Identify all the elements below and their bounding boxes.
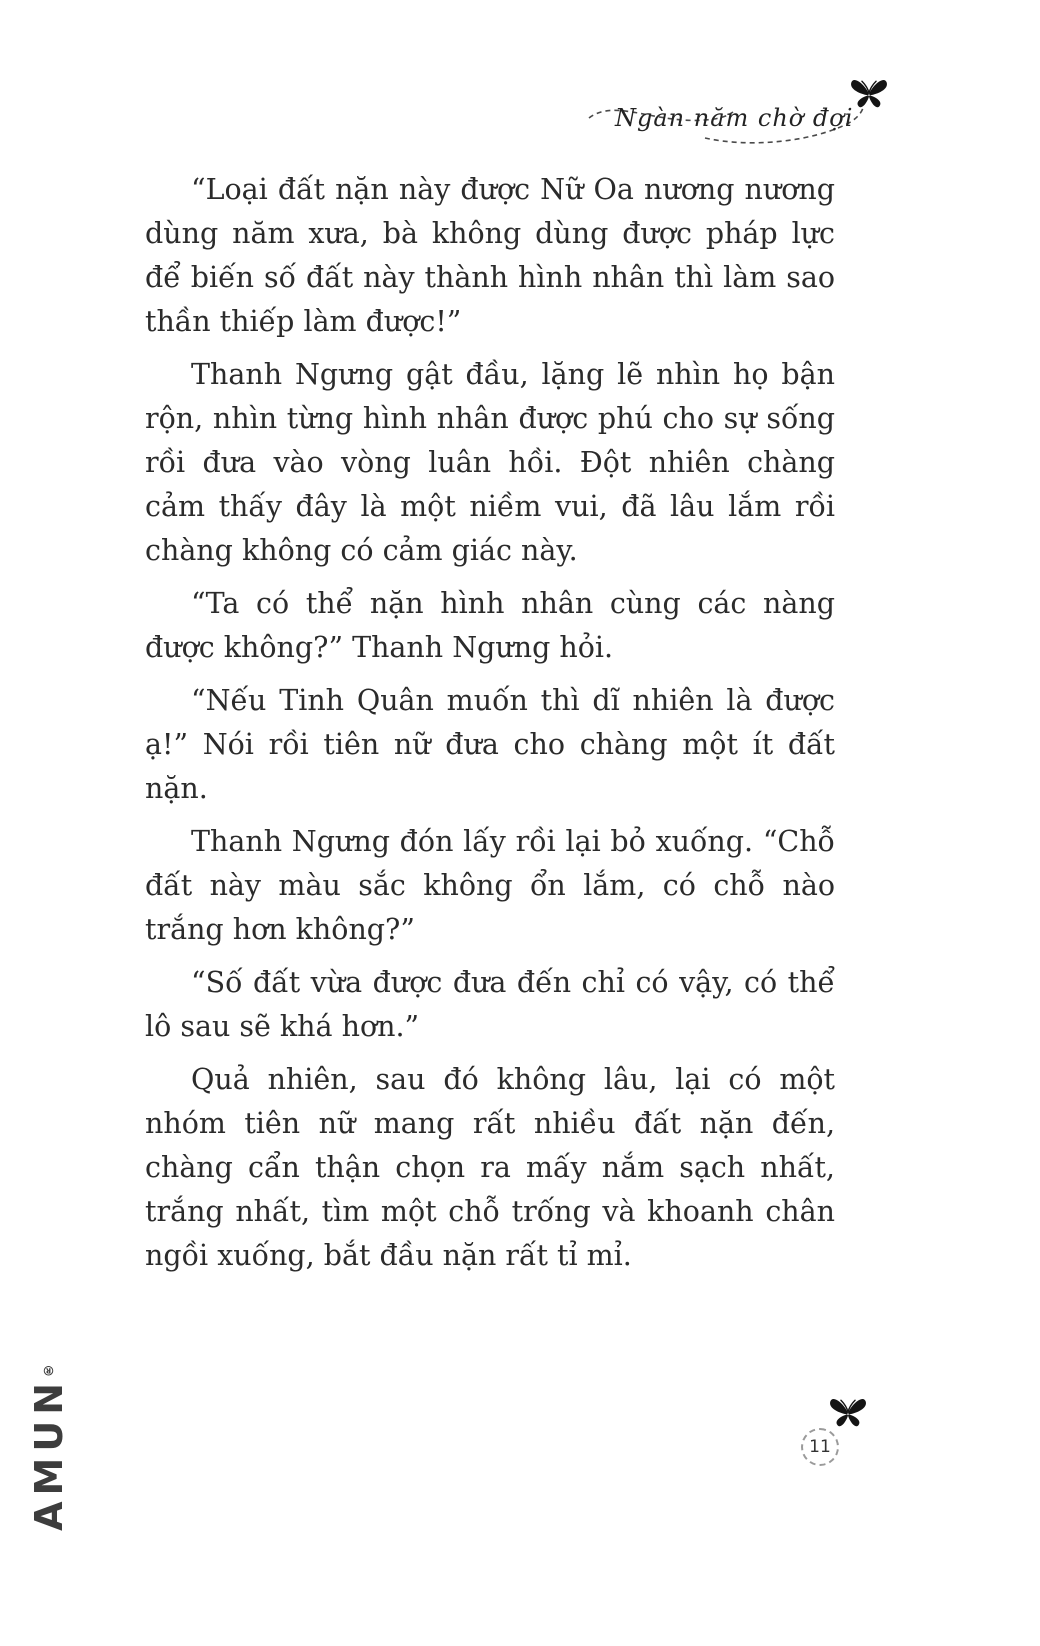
paragraph: Thanh Ngưng đón lấy rồi lại bỏ xuống. “Chỗ đất này màu sắc không ổn lắm, có chỗ nào trắng hơn không?” bbox=[145, 825, 835, 946]
paragraph: “Loại đất nặn này được Nữ Oa nương nương dùng năm xưa, bà không dùng được pháp lực để biến số đất này thành hình nhân thì làm sao thần thiếp làm được!” bbox=[145, 173, 835, 338]
butterfly-icon bbox=[828, 1393, 868, 1431]
paragraph: Thanh Ngưng gật đầu, lặng lẽ nhìn họ bận rộn, nhìn từng hình nhân được phú cho sự sống rồi đưa vào vòng luân hồi. Đột nhiên chàng cảm thấy đây là một niềm vui, đã lâu lắm rồi chàng không có cảm giác này. bbox=[145, 358, 835, 567]
paragraph: Quả nhiên, sau đó không lâu, lại có một nhóm tiên nữ mang rất nhiều đất nặn đến, chàng cẩn thận chọn ra mấy nắm sạch nhất, trắng nhất, tìm một chỗ trống và khoanh chân ngồi xuống, bắt đầu nặn rất tỉ mỉ. bbox=[145, 1063, 835, 1272]
butterfly-icon bbox=[849, 74, 889, 112]
paragraph: “Ta có thể nặn hình nhân cùng các nàng được không?” Thanh Ngưng hỏi. bbox=[145, 587, 835, 664]
running-head-title: Ngàn năm chờ đợi bbox=[615, 104, 854, 132]
paragraph: “Nếu Tinh Quân muốn thì dĩ nhiên là được ạ!” Nói rồi tiên nữ đưa cho chàng một ít đất nặn. bbox=[145, 684, 835, 805]
paragraph: “Số đất vừa được đưa đến chỉ có vậy, có thể lô sau sẽ khá hơn.” bbox=[145, 966, 835, 1043]
body-text-block bbox=[145, 168, 835, 1287]
page-header bbox=[585, 80, 875, 156]
page-number: 11 bbox=[809, 1437, 831, 1457]
publisher-logo bbox=[27, 1362, 71, 1531]
publisher-logo-text: AMUN bbox=[27, 1377, 71, 1531]
page-number-badge bbox=[801, 1428, 839, 1466]
registered-trademark-icon: ® bbox=[41, 1362, 56, 1377]
